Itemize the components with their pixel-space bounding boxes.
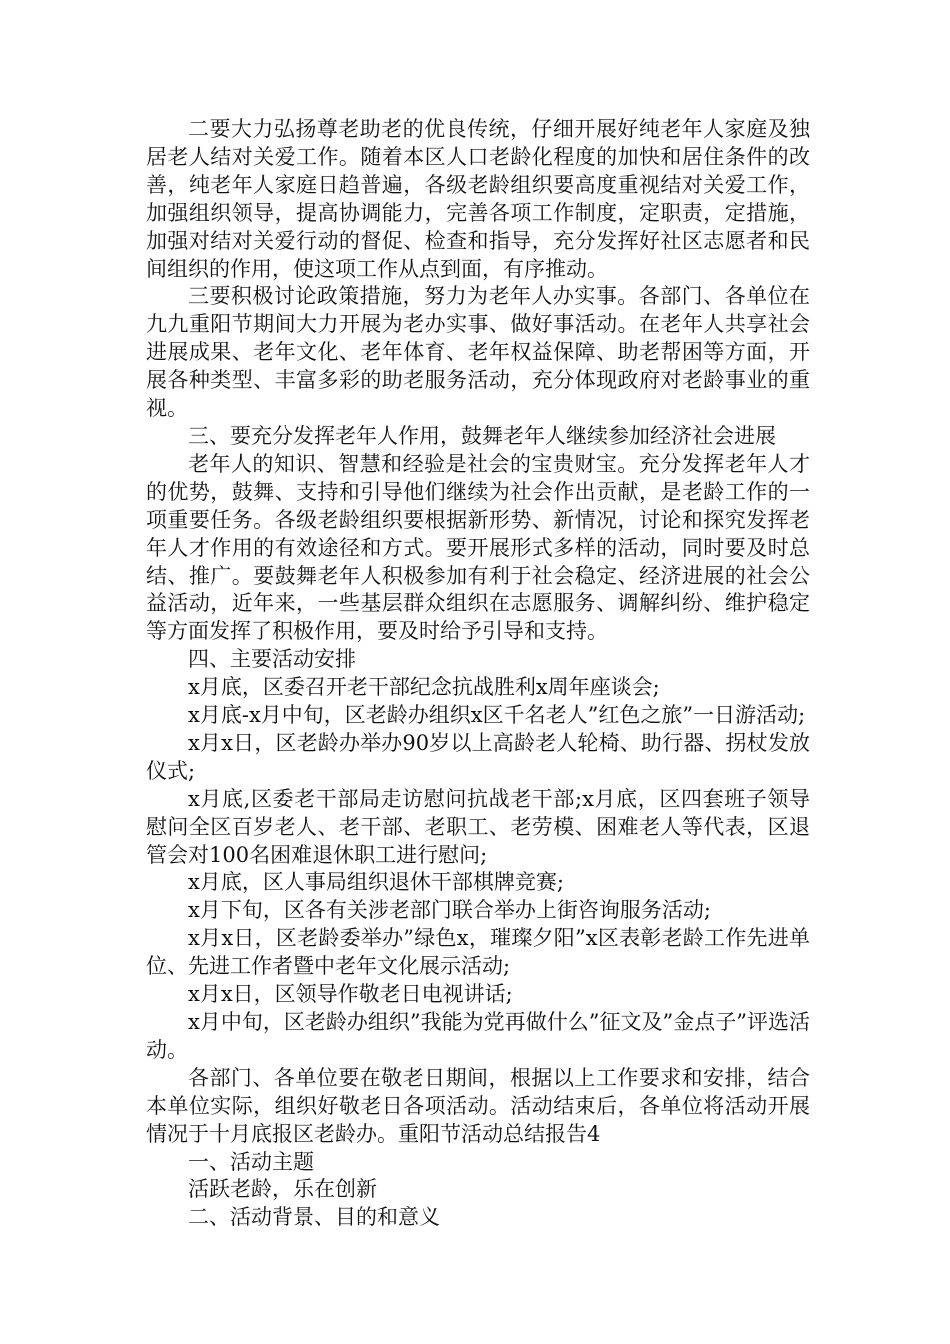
activity-item: x月底-x月中旬，区老龄办组织x区千名老人”红色之旅”一日游活动; [188, 703, 806, 728]
activity-item: x月下旬，区各有关涉老部门联合举办上街咨询服务活动; [188, 898, 711, 923]
activity-item: x月底，区人事局组织退休干部棋牌竞赛; [188, 870, 564, 895]
paragraph-policy-measures: 三要积极讨论政策措施，努力为老年人办实事。各部门、各单位在九九重阳节期间大力开展为老办实事、做好事活动。在老年人共享社会进展成果、老年文化、老年体育、老年权益保障、助老帮困等方面，开展各种类型、丰富多彩的助老服务活动，充分体现政府对老龄事业的重视。 [146, 284, 810, 421]
activity-item: x月x日，区领导作敬老日电视讲话; [188, 982, 513, 1007]
activity-item: x月底，区委召开老干部纪念抗战胜利x周年座谈会; [188, 675, 660, 700]
section-heading-background: 二、活动背景、目的和意义 [188, 1205, 440, 1230]
activity-item: x月x日，区老龄委举办”绿色x，璀璨夕阳”x区表彰老龄工作先进单位、先进工作者暨中老年文化展示活动; [146, 926, 810, 979]
section-heading-four: 四、主要活动安排 [188, 647, 356, 672]
document-body [146, 116, 810, 1232]
activity-item: x月x日，区老龄办举办90岁以上高龄老人轮椅、助行器、拐杖发放仪式; [146, 730, 810, 783]
theme-text: 活跃老龄，乐在创新 [188, 1177, 377, 1202]
section-heading-three: 三、要充分发挥老年人作用，鼓舞老年人继续参加经济社会进展 [188, 423, 776, 448]
paragraph-elder-talent: 老年人的知识、智慧和经验是社会的宝贵财宝。充分发挥老年人才的优势，鼓舞、支持和引导他们继续为社会作出贡献，是老龄工作的一项重要任务。各级老龄组织要根据新形势、新情况，讨论和探究发挥老年人才作用的有效途径和方式。要开展形式多样的活动，同时要及时总结、推广。要鼓舞老年人积极参加有利于社会稳定、经济进展的社会公益活动，近年来，一些基层群众组织在志愿服务、调解纠纷、维护稳定等方面发挥了积极作用，要及时给予引导和支持。 [146, 451, 810, 644]
paragraph-closing-report: 各部门、各单位要在敬老日期间，根据以上工作要求和安排，结合本单位实际，组织好敬老日各项活动。活动结束后，各单位将活动开展情况于十月底报区老龄办。重阳节活动总结报告4 [146, 1065, 810, 1146]
activity-item: x月中旬，区老龄办组织”我能为党再做什么”征文及”金点子”评选活动。 [146, 1010, 810, 1062]
section-heading-theme: 一、活动主题 [188, 1149, 314, 1174]
paragraph-pair-care: 二要大力弘扬尊老助老的优良传统，仔细开展好纯老年人家庭及独居老人结对关爱工作。随着本区人口老龄化程度的加快和居住条件的改善，纯老年人家庭日趋普遍，各级老龄组织要高度重视结对关爱工作，加强组织领导，提高协调能力，完善各项工作制度，定职责，定措施，加强对结对关爱行动的督促、检查和指导，充分发挥好社区志愿者和民间组织的作用，使这项工作从点到面，有序推动。 [146, 117, 810, 281]
activity-item: x月底,区委老干部局走访慰问抗战老干部;x月底，区四套班子领导慰问全区百岁老人、老干部、老职工、老劳模、困难老人等代表，区退管会对100名困难退休职工进行慰问; [146, 786, 810, 867]
